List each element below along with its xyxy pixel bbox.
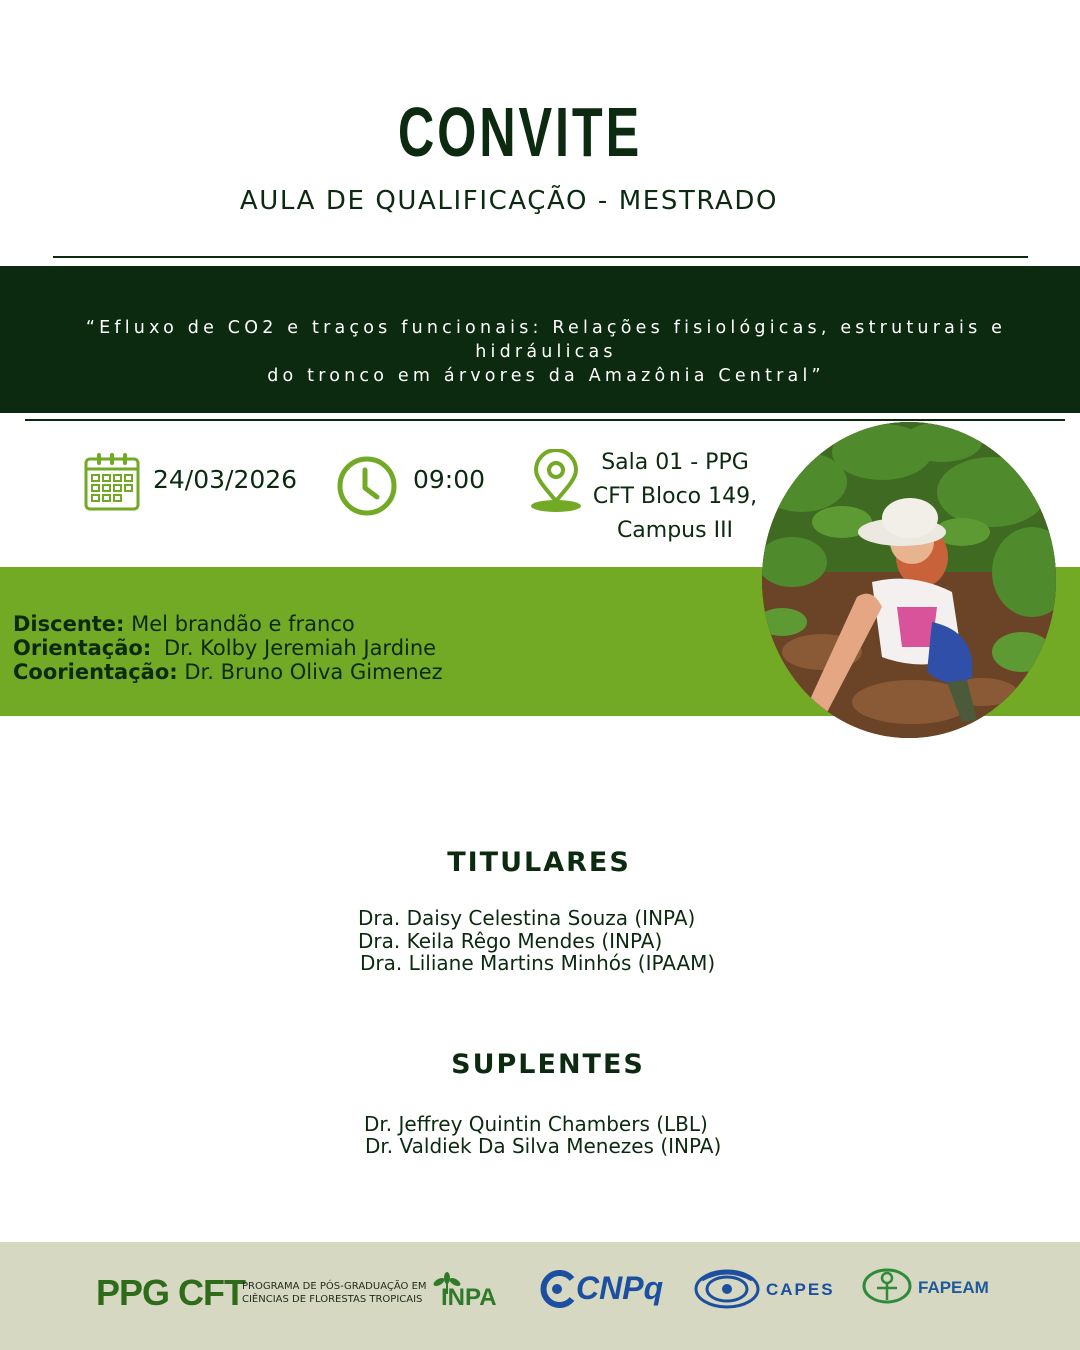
ppg-line-2: CIÊNCIAS DE FLORESTAS TROPICAIS <box>242 1294 423 1305</box>
footer-logos <box>0 1242 1080 1350</box>
capes-logo: CAPES <box>766 1280 835 1299</box>
event-location <box>578 446 772 548</box>
location-line-1: Sala 01 - PPG <box>601 450 749 475</box>
ppg-cft-logo: PPG CFT <box>96 1272 246 1313</box>
titular-3: Dra. Liliane Martins Minhós (IPAAM) <box>360 951 716 975</box>
top-divider <box>53 256 1028 258</box>
event-date: 24/03/2026 <box>153 465 298 494</box>
suplentes-heading: SUPLENTES <box>451 1049 645 1080</box>
student-label: Discente: <box>13 612 125 636</box>
ppg-line-1: PROGRAMA DE PÓS-GRADUAÇÃO EM <box>242 1281 427 1292</box>
location-line-3: Campus III <box>616 518 734 543</box>
location-line-2: CFT Bloco 149, <box>592 484 758 509</box>
advisor-label: Orientação: <box>13 636 152 660</box>
suplente-2: Dr. Valdiek Da Silva Menezes (INPA) <box>365 1134 722 1158</box>
coadvisor-label: Coorientação: <box>13 660 178 684</box>
page-subtitle: AULA DE QUALIFICAÇÃO - MESTRADO <box>239 186 779 216</box>
suplente-1: Dr. Jeffrey Quintin Chambers (LBL) <box>364 1112 708 1136</box>
titular-2: Dra. Keila Rêgo Mendes (INPA) <box>358 929 663 953</box>
inpa-logo: INPA <box>441 1284 497 1311</box>
thesis-title <box>16 316 1076 388</box>
student-name: Mel brandão e franco <box>131 612 355 636</box>
titulares-heading: TITULARES <box>447 847 631 878</box>
thesis-divider <box>25 419 1065 421</box>
calendar-icon <box>84 451 140 512</box>
coadvisor-row <box>13 660 443 684</box>
page-title: CONVITE <box>397 93 643 171</box>
location-pin-icon <box>529 449 583 515</box>
fapeam-emblem-icon <box>862 1268 912 1308</box>
coadvisor-name: Dr. Bruno Oliva Gimenez <box>184 660 443 684</box>
titular-1: Dra. Daisy Celestina Souza (INPA) <box>358 906 696 930</box>
event-time: 09:00 <box>413 465 486 494</box>
thesis-line-1: “Efluxo de CO2 e traços funcionais: Relações fisiológicas, estruturais e hidráulicas <box>85 318 1007 362</box>
ppg-cft-subtitle <box>242 1280 427 1306</box>
cnpq-logo: CNPq <box>576 1270 664 1306</box>
advisor-row <box>13 636 436 660</box>
advisor-name: Dr. Kolby Jeremiah Jardine <box>163 636 437 660</box>
clock-icon <box>336 455 398 517</box>
student-row <box>13 612 355 636</box>
fapeam-logo: FAPEAM <box>918 1278 989 1297</box>
thesis-line-2: do tronco em árvores da Amazônia Central” <box>267 366 825 386</box>
student-photo <box>762 422 1056 738</box>
cnpq-emblem-icon <box>538 1269 576 1309</box>
capes-emblem-icon <box>694 1266 760 1312</box>
